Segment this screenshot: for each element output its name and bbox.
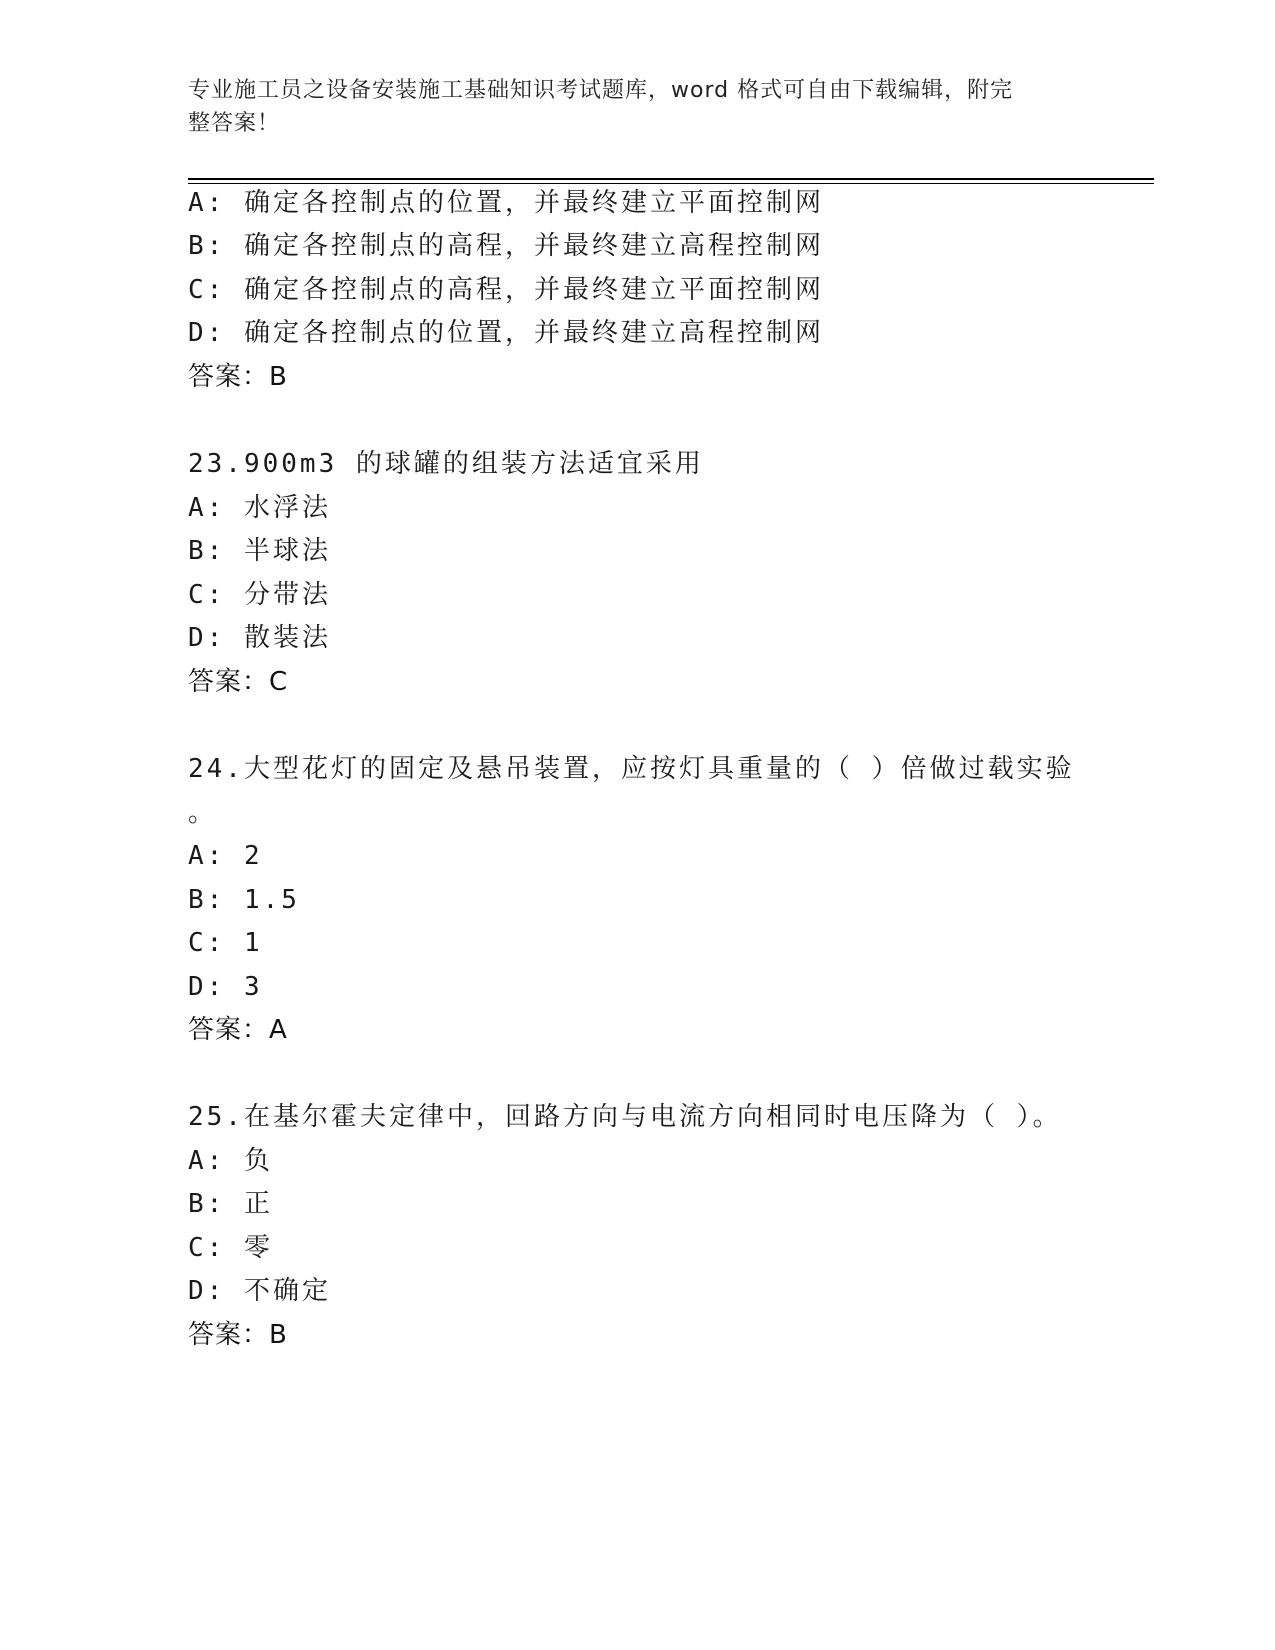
header-line-2: 整答案！ — [188, 111, 281, 136]
option-d: D: 3 — [188, 972, 263, 1002]
answer: 答案：B — [188, 362, 288, 392]
option-a: A: 水浮法 — [188, 493, 331, 523]
option-d: D: 散装法 — [188, 623, 331, 653]
option-d: D: 不确定 — [188, 1276, 331, 1306]
option-c: C: 确定各控制点的高程，并最终建立平面控制网 — [188, 275, 824, 305]
option-a: A: 确定各控制点的位置，并最终建立平面控制网 — [188, 188, 824, 218]
document-header — [188, 74, 1068, 140]
option-b: B: 确定各控制点的高程，并最终建立高程控制网 — [188, 231, 824, 261]
option-c: C: 分带法 — [188, 580, 331, 610]
option-b: B: 正 — [188, 1189, 273, 1219]
header-line-1: 专业施工员之设备安装施工基础知识考试题库，word 格式可自由下载编辑，附完 — [188, 78, 1014, 103]
header-divider — [188, 178, 1154, 180]
option-d: D: 确定各控制点的位置，并最终建立高程控制网 — [188, 318, 824, 348]
answer: 答案：B — [188, 1320, 288, 1350]
option-b: B: 1.5 — [188, 885, 300, 915]
option-c: C: 零 — [188, 1233, 273, 1263]
question-stem: 24.大型花灯的固定及悬吊装置，应按灯具重量的（ ）倍做过载实验 — [188, 754, 1075, 784]
option-a: A: 负 — [188, 1146, 273, 1176]
answer: 答案：A — [188, 1015, 288, 1045]
option-c: C: 1 — [188, 928, 263, 958]
question-stem-continuation: 。 — [188, 798, 218, 828]
option-a: A: 2 — [188, 841, 263, 871]
option-b: B: 半球法 — [188, 536, 331, 566]
header-divider-thin — [188, 183, 1154, 184]
answer: 答案：C — [188, 667, 289, 697]
question-stem: 25.在基尔霍夫定律中，回路方向与电流方向相同时电压降为（ ）。 — [188, 1102, 1062, 1132]
question-stem: 23.900m3 的球罐的组装方法适宜采用 — [188, 449, 704, 479]
